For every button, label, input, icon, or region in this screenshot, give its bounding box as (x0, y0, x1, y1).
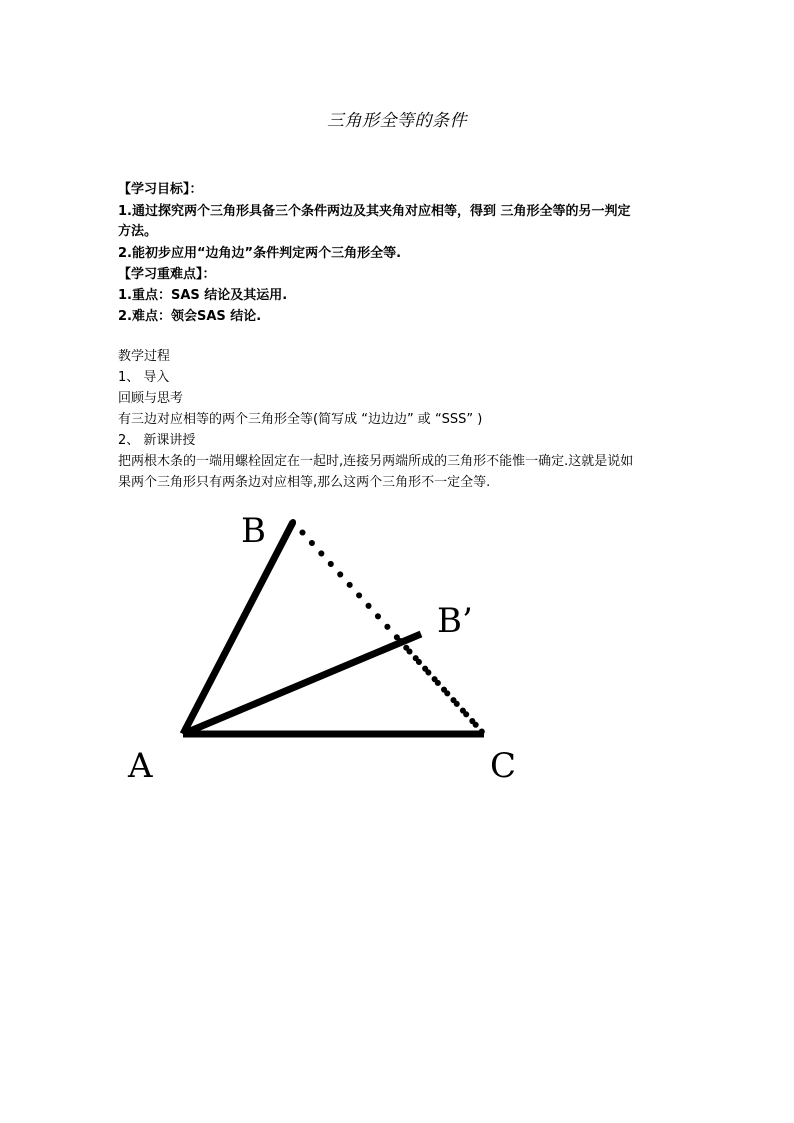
process-step-2: 2、 新课讲授 (118, 433, 196, 448)
triangle-figure (0, 500, 794, 800)
paragraph-line-1: 把两根木条的一端用螺栓固定在一起时,连接另两端所成的三角形不能惟一确定.这就是说如 (118, 454, 634, 469)
vertex-label-c: C (490, 746, 517, 786)
key-points-heading: 【学习重难点】： (118, 267, 216, 282)
side-ab (183, 522, 293, 734)
objective-item-1: 1.通过探究两个三角形具备三个条件两边及其夹角对应相等，得到 三角形全等的另一判定 (118, 204, 631, 219)
vertex-label-b: B (241, 511, 266, 551)
side-ab-prime (183, 634, 421, 734)
process-step-1: 1、 导入 (118, 370, 170, 385)
page-title: 三角形全等的条件 (327, 111, 467, 131)
sss-statement: 有三边对应相等的两个三角形全等(简写成 “边边边” 或 “SSS” ) (118, 412, 483, 427)
objective-item-2: 2.能初步应用“边角边”条件判定两个三角形全等. (118, 246, 402, 261)
paragraph-line-2: 果两个三角形只有两条边对应相等,那么这两个三角形不一定全等. (118, 475, 491, 490)
key-point-item-1: 1.重点：SAS 结论及其运用. (118, 288, 288, 303)
key-point-item-2: 2.难点：领会SAS 结论. (118, 309, 262, 324)
process-heading: 教学过程 (118, 349, 171, 364)
review-heading: 回顾与思考 (118, 391, 184, 406)
vertex-label-b-prime: B’ (437, 601, 473, 641)
objectives-heading: 【学习目标】： (118, 182, 203, 197)
vertex-label-a: A (128, 746, 153, 786)
objective-item-1-continued: 方法。 (118, 224, 158, 239)
